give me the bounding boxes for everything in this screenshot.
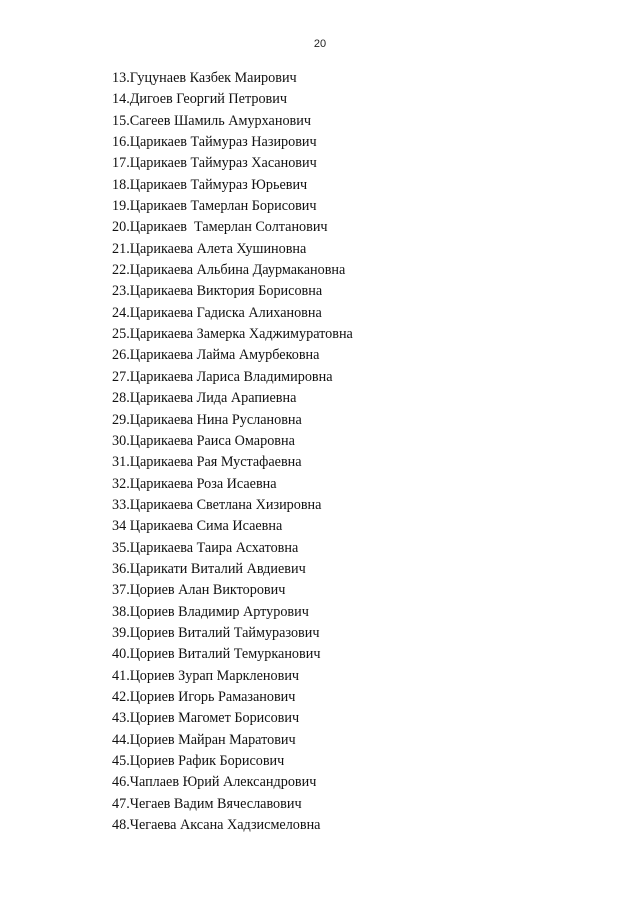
list-item: 19.Царикаев Тамерлан Борисович	[112, 198, 317, 215]
list-item: 18.Царикаев Таймураз Юрьевич	[112, 176, 308, 193]
list-item: 26.Царикаева Лайма Амурбековна	[112, 347, 320, 364]
list-item: 41.Цориев Зурап Маркленович	[112, 667, 300, 684]
list-item: 14.Дигоев Георгий Петрович	[112, 91, 287, 108]
list-item: 39.Цориев Виталий Таймуразович	[112, 624, 320, 641]
list-item: 16.Царикаев Таймураз Назирович	[112, 134, 317, 151]
page-number: 20	[313, 38, 327, 50]
list-item: 45.Цориев Рафик Борисович	[112, 753, 285, 769]
list-item: 25.Царикаева Замерка Хаджимуратовна	[112, 326, 353, 343]
list-item: 24.Царикаева Гадиска Алихановна	[112, 304, 322, 321]
list-item: 21.Царикаева Алета Хушиновна	[112, 240, 307, 257]
list-item: 36.Царикати Виталий Авдиевич	[112, 560, 306, 577]
list-item: 46.Чаплаев Юрий Александрович	[112, 774, 317, 791]
list-item: 43.Цориев Магомет Борисович	[112, 710, 300, 727]
list-item: 34 Царикаева Сима Исаевна	[112, 518, 283, 535]
list-item: 15.Сагеев Шамиль Амурханович	[112, 112, 311, 129]
list-item: 40.Цориев Виталий Темурканович	[112, 646, 321, 663]
list-item: 38.Цориев Владимир Артурович	[112, 603, 309, 620]
list-item: 30.Царикаева Раиса Омаровна	[112, 432, 295, 449]
list-item: 32.Царикаева Роза Исаевна	[112, 475, 277, 492]
list-item: 20.Царикаев Тамерлан Солтанович	[112, 219, 328, 236]
list-item: 47.Чегаев Вадим Вячеславович	[112, 795, 302, 812]
list-item: 28.Царикаева Лида Арапиевна	[112, 390, 297, 407]
list-item: 29.Царикаева Нина Руслановна	[112, 411, 302, 428]
list-item: 13.Гуцунаев Казбек Маирович	[112, 70, 297, 86]
list-item: 44.Цориев Майран Маратович	[112, 731, 296, 748]
list-item: 22.Царикаева Альбина Даурмакановна	[112, 262, 346, 279]
list-item: 35.Царикаева Таира Асхатовна	[112, 539, 299, 556]
list-item: 23.Царикаева Виктория Борисовна	[112, 283, 323, 300]
list-item: 27.Царикаева Лариса Владимировна	[112, 368, 333, 385]
name-list	[112, 68, 353, 836]
list-item: 17.Царикаев Таймураз Хасанович	[112, 155, 317, 172]
list-item: 33.Царикаева Светлана Хизировна	[112, 496, 322, 513]
list-item: 48.Чегаева Аксана Хадзисмеловна	[112, 817, 321, 834]
list-item: 31.Царикаева Рая Мустафаевна	[112, 454, 302, 471]
list-item: 42.Цориев Игорь Рамазанович	[112, 688, 296, 705]
list-item: 37.Цориев Алан Викторович	[112, 582, 286, 599]
